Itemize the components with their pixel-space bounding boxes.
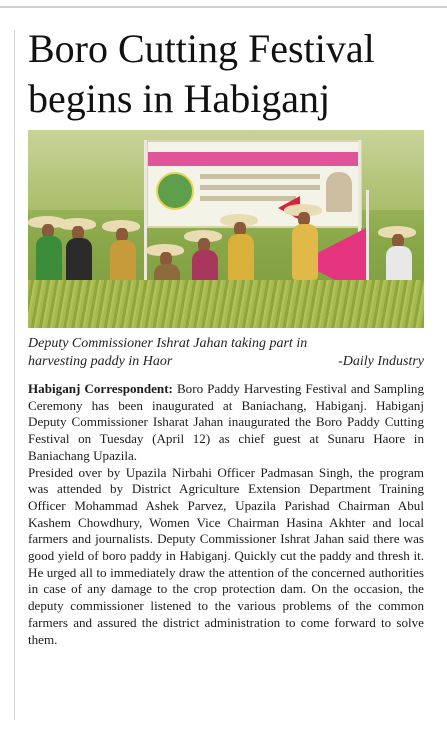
caption-line: Deputy Commissioner Ishrat Jahan taking part in — [28, 336, 308, 351]
portrait-icon — [326, 172, 352, 212]
banner-pole — [144, 140, 147, 300]
festival-banner — [146, 140, 362, 228]
top-rule — [0, 6, 447, 8]
paragraph-text: Boro Paddy Harvesting Festival and Sampling Ceremony has been inaugurated at Baniachang, Habiganj. Habiganj Deputy Commissioner Isharat Jahan inaugurated the Boro Paddy Cutting Festival on Tuesday (April 12) as chief guest at Sunaru Haore in Baniachang Upazila. — [28, 381, 424, 463]
paddy-field-foreground — [28, 280, 424, 328]
article-paragraph: Presided over by Upazila Nirbahi Officer Padmasan Singh, the program was attended by District Agriculture Extension Department Training Officer Mohammad Ashek Parvez, Upazila Parishad Chairman Abul Kashem Chowdhury, Women Vice Chairman Hasina Akhter and local farmers and journalists. Deputy Commissioner Ishrat Jahan said there was good yield of boro paddy in Habiganj. Quickly cut the paddy and thresh it. He urged all to immediately draw the attention of the concerned authorities in case of any damage to the crop protection dam. On the occasion, the deputy commissioner listened to the various problems of the common farmers and assured the district administration to come forward to solve them. — [28, 464, 424, 647]
government-seal-icon — [156, 172, 194, 210]
article-body — [28, 381, 424, 648]
photo-credit: -Daily Industry — [338, 354, 424, 369]
dateline: Habiganj Correspondent: — [28, 381, 173, 396]
headline: Boro Cutting Festival begins in Habiganj — [28, 26, 375, 121]
news-photo — [28, 130, 424, 328]
caption-line: harvesting paddy in Haor — [28, 354, 173, 369]
column-rule — [14, 30, 15, 720]
article-paragraph — [28, 381, 424, 465]
photo-caption — [28, 335, 424, 371]
